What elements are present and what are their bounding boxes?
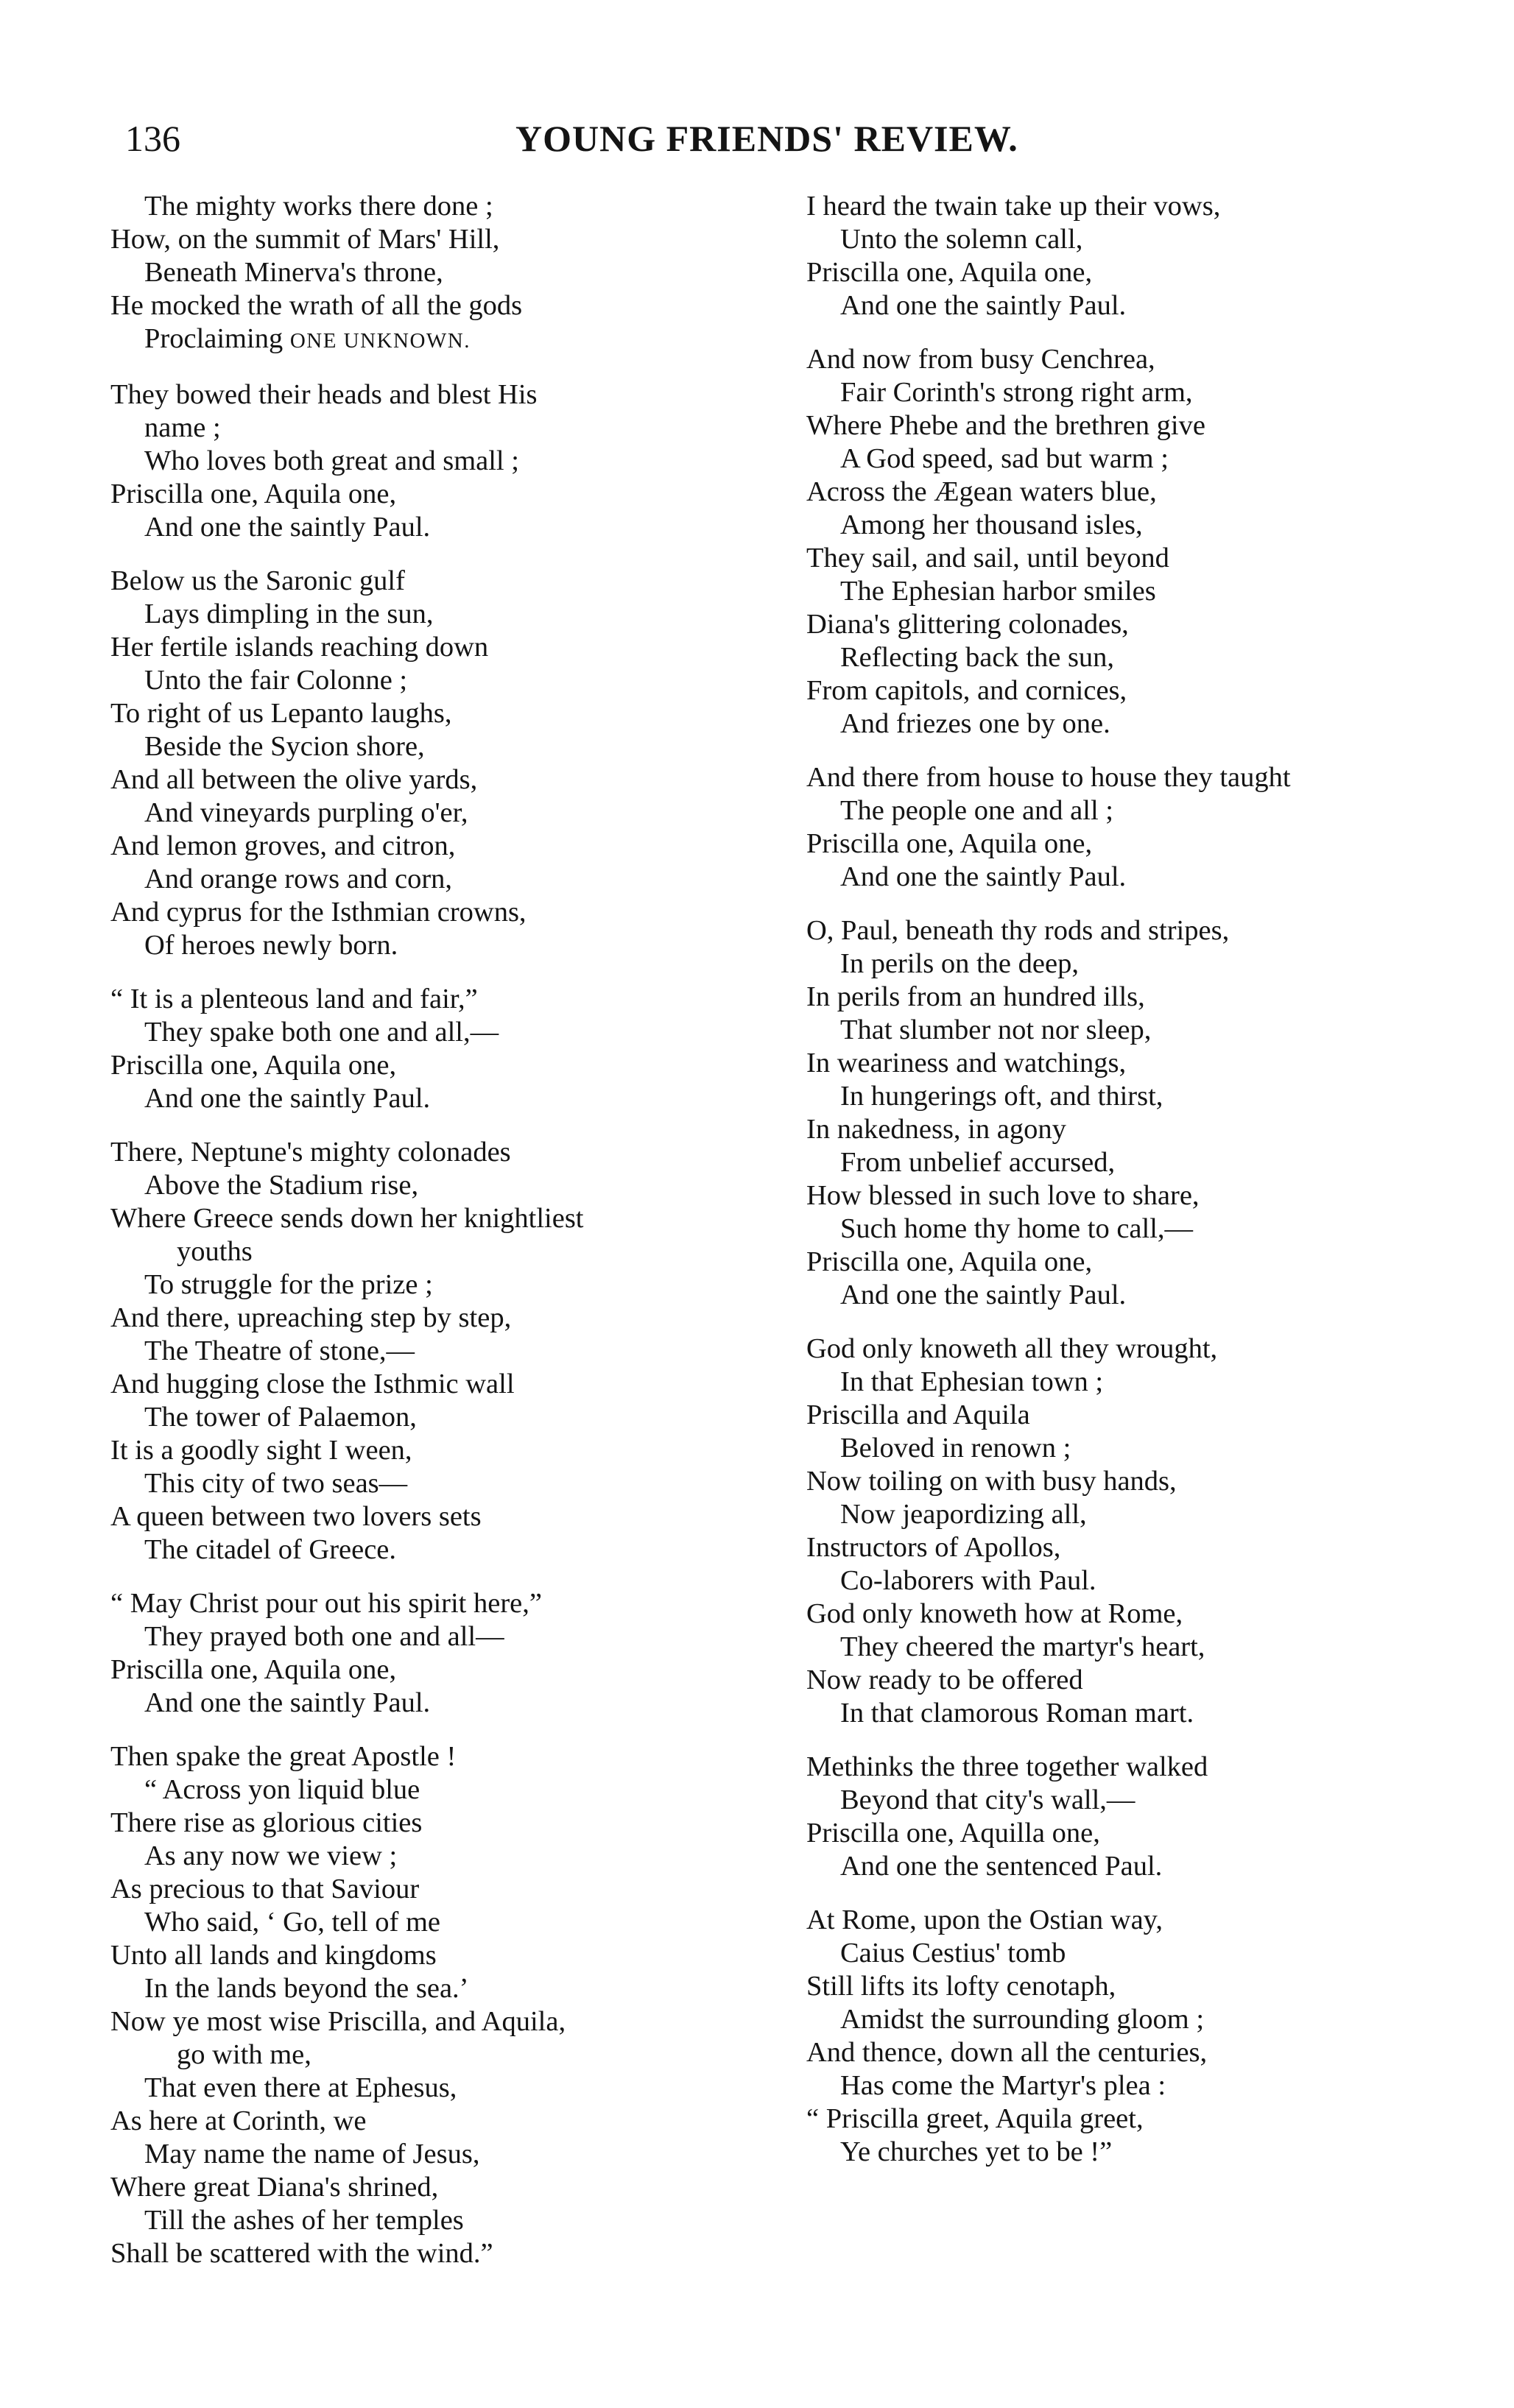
poem-line [806, 289, 1484, 322]
poem-line [806, 947, 1484, 981]
poem-line [806, 2069, 1484, 2102]
poem-line-text: And cyprus for the Isthmian crowns, [110, 897, 527, 928]
poem-line [806, 1113, 1484, 1146]
poem-line-text: How blessed in such love to share, [806, 1180, 1200, 1211]
poem-line [806, 1784, 1484, 1817]
poem-line-text: How, on the summit of Mars' Hill, [110, 224, 500, 255]
poem-line-text: Instructors of Apollos, [806, 1532, 1061, 1563]
poem-line-text: Priscilla one, Aquila one, [110, 1050, 397, 1081]
poem-line-text: He mocked the wrath of all the gods [110, 290, 523, 321]
poem-line [110, 1873, 803, 1906]
poem-line [110, 1620, 803, 1653]
poem-line-text: And thence, down all the centuries, [806, 2037, 1208, 2068]
poem-line-text: Has come the Martyr's plea : [840, 2070, 1166, 2101]
stanza [110, 983, 803, 1115]
poem-line-text: The mighty works there done ; [144, 191, 493, 222]
poem-line-text: The tower of Palaemon, [144, 1402, 417, 1433]
poem-line [110, 378, 803, 412]
poem-line [110, 2138, 803, 2171]
poem-line [806, 1970, 1484, 2003]
poem-line-text: Diana's glittering colonades, [806, 609, 1129, 640]
poem-line [806, 1850, 1484, 1883]
poem-line-text: And vineyards purpling o'er, [144, 797, 468, 828]
poem-line [806, 1212, 1484, 1246]
poem-line [110, 2105, 803, 2138]
poem-line-text: That slumber not nor sleep, [840, 1014, 1152, 1045]
poem-line-text: God only knoweth all they wrought, [806, 1333, 1218, 1364]
poem-line-text: And friezes one by one. [840, 708, 1110, 739]
poem-line [806, 376, 1484, 409]
poem-line-text: Where Greece sends down her knightliest [110, 1203, 584, 1234]
poem-line [110, 478, 803, 511]
poem-line [806, 1332, 1484, 1366]
stanza [110, 378, 803, 544]
poem-line [110, 412, 803, 445]
poem-line-text: There rise as glorious cities [110, 1807, 423, 1838]
stanza [110, 190, 803, 358]
running-title: YOUNG FRIENDS' REVIEW. [515, 118, 1018, 159]
poem-line [806, 674, 1484, 707]
stanza [806, 761, 1484, 894]
poem-line [806, 1146, 1484, 1179]
poem-line [110, 1235, 803, 1268]
poem-line-text: They prayed both one and all— [144, 1621, 504, 1652]
poem-line [110, 1653, 803, 1687]
poem-line [806, 1697, 1484, 1730]
poem-line-text: Above the Stadium rise, [144, 1170, 419, 1201]
poem-line-text: Priscilla one, Aquilla one, [806, 1818, 1100, 1849]
poem-line-text: Lays dimpling in the sun, [144, 599, 434, 629]
poem-line [806, 1047, 1484, 1080]
poem-line [110, 1268, 803, 1302]
poem-line-text: They cheered the martyr's heart, [840, 1631, 1205, 1662]
poem-line-text: Amidst the surrounding gloom ; [840, 2004, 1205, 2035]
poem-line-text: And hugging close the Isthmic wall [110, 1369, 515, 1399]
poem-line [806, 442, 1484, 476]
poem-line [110, 598, 803, 631]
poem-line [110, 1773, 803, 1807]
poem-line-text: Co-laborers with Paul. [840, 1565, 1096, 1596]
poem-line-text: In the lands beyond the sea.’ [144, 1973, 469, 2004]
poem-line [806, 1014, 1484, 1047]
poem-line-text: Then spake the great Apostle ! [110, 1741, 457, 1772]
poem-line [806, 761, 1484, 794]
poem-line-text: Unto the solemn call, [840, 224, 1083, 255]
poem-line [806, 542, 1484, 575]
poem-line-text: Below us the Saronic gulf [110, 565, 405, 596]
poem-line [806, 1664, 1484, 1697]
poem-line [110, 256, 803, 289]
stanza [110, 565, 803, 962]
poem-line [110, 322, 803, 358]
poem-line-text: Priscilla one, Aquila one, [806, 828, 1093, 859]
poem-line-text: Still lifts its lofty cenotaph, [806, 1971, 1116, 2002]
poem-line-text: And there from house to house they taught [806, 762, 1291, 793]
poem-line-text: And one the sentenced Paul. [840, 1851, 1163, 1882]
poem-line [110, 2171, 803, 2204]
poem-line [110, 1500, 803, 1533]
poem-line-text: A God speed, sad but warm ; [840, 443, 1169, 474]
poem-line-text: The citadel of Greece. [144, 1534, 397, 1565]
poem-line [110, 1368, 803, 1401]
poem-line [806, 707, 1484, 741]
poem-line [110, 1972, 803, 2005]
poem-line [806, 256, 1484, 289]
poem-line-text: To right of us Lepanto laughs, [110, 698, 452, 729]
poem-line [806, 409, 1484, 442]
poem-line-text: O, Paul, beneath thy rods and stripes, [806, 915, 1230, 946]
poem-line-text: In hungerings oft, and thirst, [840, 1081, 1163, 1112]
poem-line-text: I heard the twain take up their vows, [806, 191, 1221, 222]
poem-line [806, 1366, 1484, 1399]
poem-line [110, 983, 803, 1016]
poem-line-text: Priscilla one, Aquila one, [806, 1246, 1093, 1277]
poem-line-text: Proclaiming [144, 323, 284, 354]
poem-line-text: The Ephesian harbor smiles [840, 576, 1156, 607]
poem-line [806, 2036, 1484, 2069]
poem-line-text: Beside the Sycion shore, [144, 731, 425, 762]
poem-line-text: That even there at Ephesus, [144, 2072, 457, 2103]
poem-line [110, 730, 803, 763]
poem-line [110, 929, 803, 962]
poem-line-text: Who loves both great and small ; [144, 445, 519, 476]
poem-line-text: Priscilla and Aquila [806, 1399, 1030, 1430]
poem-line-text: In perils from an hundred ills, [806, 981, 1145, 1012]
poem-line [110, 1906, 803, 1939]
poem-line-text: And now from busy Cenchrea, [806, 344, 1155, 375]
poem-line-text: Beneath Minerva's throne, [144, 257, 443, 288]
poem-line-text: The people one and all ; [840, 795, 1113, 826]
poem-line-text: “ May Christ pour out his spirit here,” [110, 1588, 542, 1619]
poem-line [806, 223, 1484, 256]
poem-line [110, 1807, 803, 1840]
poem-line-text: In weariness and watchings, [806, 1048, 1127, 1078]
poem-line-text: Of heroes newly born. [144, 930, 398, 961]
stanza [806, 1332, 1484, 1730]
poem-line-text: go with me, [177, 2039, 311, 2070]
poem-line-text: Reflecting back the sun, [840, 642, 1115, 673]
poem-line [110, 1082, 803, 1115]
poem-column-left [110, 190, 803, 2291]
poem-line [806, 1937, 1484, 1970]
poem-line [110, 1049, 803, 1082]
poem-line [110, 1467, 803, 1500]
poem-line [110, 2038, 803, 2072]
poem-line [110, 1687, 803, 1720]
poem-line [110, 1533, 803, 1567]
poem-line [110, 1587, 803, 1620]
poem-line-text: Till the ashes of her temples [144, 2205, 464, 2236]
poem-line [806, 861, 1484, 894]
poem-line-smallcaps: ONE UNKNOWN. [289, 329, 471, 353]
poem-line-text: As here at Corinth, we [110, 2105, 367, 2136]
stanza [110, 1587, 803, 1720]
poem-line [110, 863, 803, 896]
poem-line [110, 896, 803, 929]
poem-line-text: Across the Ægean waters blue, [806, 476, 1157, 507]
poem-line [806, 981, 1484, 1014]
poem-line-text: They spake both one and all,— [144, 1017, 499, 1048]
poem-line [806, 1631, 1484, 1664]
poem-line-text: And one the saintly Paul. [840, 290, 1127, 321]
poem-line-text: Her fertile islands reaching down [110, 632, 489, 663]
poem-line-text: Now ye most wise Priscilla, and Aquila, [110, 2006, 566, 2037]
poem-line-text: And one the saintly Paul. [840, 861, 1127, 892]
poem-line-text: And orange rows and corn, [144, 864, 453, 894]
poem-line-text: God only knoweth how at Rome, [806, 1598, 1183, 1629]
poem-line-text: Priscilla one, Aquila one, [110, 1654, 397, 1685]
poem-line [806, 1246, 1484, 1279]
poem-line-text: In perils on the deep, [840, 948, 1079, 979]
poem-line [110, 1401, 803, 1434]
poem-line [806, 2136, 1484, 2169]
poem-line-text: Caius Cestius' tomb [840, 1938, 1066, 1969]
poem-line [806, 914, 1484, 947]
poem-line-text: Beloved in renown ; [840, 1433, 1071, 1463]
poem-line [806, 343, 1484, 376]
poem-line-text: In that clamorous Roman mart. [840, 1698, 1194, 1729]
page-number: 136 [125, 118, 180, 159]
poem-line [806, 1179, 1484, 1212]
poem-line-text: They sail, and sail, until beyond [806, 543, 1169, 573]
poem-line-text: There, Neptune's mighty colonades [110, 1137, 511, 1168]
poem-line-text: And one the saintly Paul. [144, 512, 431, 543]
poem-line [110, 664, 803, 697]
poem-line-text: Now ready to be offered [806, 1664, 1083, 1695]
poem-line [110, 289, 803, 322]
poem-line-text: The Theatre of stone,— [144, 1335, 415, 1366]
poem-line-text: Where Phebe and the brethren give [806, 410, 1205, 441]
poem-line [806, 641, 1484, 674]
poem-line [110, 1016, 803, 1049]
poem-line [806, 1817, 1484, 1850]
poem-line-text: In that Ephesian town ; [840, 1366, 1104, 1397]
poem-line [806, 509, 1484, 542]
poem-line [806, 1564, 1484, 1597]
poem-line [806, 2003, 1484, 2036]
poem-line [806, 608, 1484, 641]
poem-line [806, 1465, 1484, 1498]
poem-line [110, 1840, 803, 1873]
poem-line [110, 1136, 803, 1169]
stanza [806, 190, 1484, 322]
poem-line-text: May name the name of Jesus, [144, 2139, 480, 2169]
poem-line-text: And all between the olive yards, [110, 764, 478, 795]
poem-line-text: Beyond that city's wall,— [840, 1784, 1136, 1815]
poem-line [110, 697, 803, 730]
poem-line [110, 565, 803, 598]
poem-line [806, 2102, 1484, 2136]
poem-line [110, 511, 803, 544]
poem-line-text: As any now we view ; [144, 1840, 398, 1871]
poem-line [806, 1080, 1484, 1113]
poem-line-text: Who said, ‘ Go, tell of me [144, 1907, 441, 1938]
poem-line-text: Among her thousand isles, [840, 509, 1143, 540]
poem-line-text: Methinks the three together walked [806, 1751, 1208, 1782]
poem-line [110, 2005, 803, 2038]
poem-line [110, 797, 803, 830]
poem-line-text: It is a goodly sight I ween, [110, 1435, 412, 1466]
poem-line-text: As precious to that Saviour [110, 1874, 420, 1904]
poem-line [110, 830, 803, 863]
poem-line [110, 1202, 803, 1235]
poem-line-text: Unto the fair Colonne ; [144, 665, 408, 696]
poem-line [806, 827, 1484, 861]
poem-line-text: Fair Corinth's strong right arm, [840, 377, 1193, 408]
poem-line [806, 1597, 1484, 1631]
poem-line [110, 2072, 803, 2105]
poem-line-text: Now toiling on with busy hands, [806, 1466, 1177, 1497]
poem-line-text: Priscilla one, Aquila one, [110, 479, 397, 509]
poem-line [110, 1434, 803, 1467]
poem-line-text: And lemon groves, and citron, [110, 830, 456, 861]
poem-line [806, 1904, 1484, 1937]
poem-line-text: Where great Diana's shrined, [110, 2172, 439, 2203]
poem-line [110, 2237, 803, 2270]
poem-line-text: And one the saintly Paul. [840, 1279, 1127, 1310]
poem-line [806, 190, 1484, 223]
poem-line-text: And one the saintly Paul. [144, 1687, 431, 1718]
poem-line-text: Now jeapordizing all, [840, 1499, 1087, 1530]
poem-line-text: They bowed their heads and blest His [110, 379, 538, 410]
stanza [110, 1136, 803, 1567]
poem-line-text: This city of two seas— [144, 1468, 408, 1499]
poem-line [806, 794, 1484, 827]
poem-line-text: Ye churches yet to be !” [840, 2136, 1113, 2167]
poem-line-text: In nakedness, in agony [806, 1114, 1066, 1145]
poem-line-text: youths [177, 1236, 253, 1267]
poem-line [110, 763, 803, 797]
poem-line [110, 1939, 803, 1972]
poem-line [110, 1302, 803, 1335]
poem-line [806, 575, 1484, 608]
poem-line [806, 476, 1484, 509]
stanza [806, 343, 1484, 741]
poem-line-text: From unbelief accursed, [840, 1147, 1116, 1178]
poem-line-text: Shall be scattered with the wind.” [110, 2238, 493, 2269]
poem-line-text: To struggle for the prize ; [144, 1269, 433, 1300]
poem-line [806, 1432, 1484, 1465]
poem-line [110, 1740, 803, 1773]
poem-line-text: name ; [144, 412, 221, 443]
poem-line [110, 631, 803, 664]
poem-line-text: And there, upreaching step by step, [110, 1302, 512, 1333]
poem-line-text: Such home thy home to call,— [840, 1213, 1194, 1244]
poem-line-text: And one the saintly Paul. [144, 1083, 431, 1114]
poem-line [110, 190, 803, 223]
stanza [110, 1740, 803, 2270]
poem-line-text: “ It is a plenteous land and fair,” [110, 984, 478, 1014]
poem-line-text: At Rome, upon the Ostian way, [806, 1904, 1163, 1935]
poem-line [110, 1335, 803, 1368]
poem-line [806, 1751, 1484, 1784]
poem-line-text: From capitols, and cornices, [806, 675, 1127, 706]
poem-line [110, 1169, 803, 1202]
poem-line-text: “ Across yon liquid blue [144, 1774, 420, 1805]
poem-line [806, 1279, 1484, 1312]
stanza [806, 1751, 1484, 1883]
poem-line-text: “ Priscilla greet, Aquila greet, [806, 2103, 1144, 2134]
poem-line [110, 2204, 803, 2237]
stanza [806, 914, 1484, 1312]
poem-line-text: Unto all lands and kingdoms [110, 1940, 437, 1971]
poem-column-right [806, 190, 1484, 2189]
poem-line [110, 445, 803, 478]
poem-line [110, 223, 803, 256]
poem-line-text: Priscilla one, Aquila one, [806, 257, 1093, 288]
poem-line [806, 1498, 1484, 1531]
poem-line-text: A queen between two lovers sets [110, 1501, 482, 1532]
poem-line [806, 1531, 1484, 1564]
stanza [806, 1904, 1484, 2169]
poem-line [806, 1399, 1484, 1432]
